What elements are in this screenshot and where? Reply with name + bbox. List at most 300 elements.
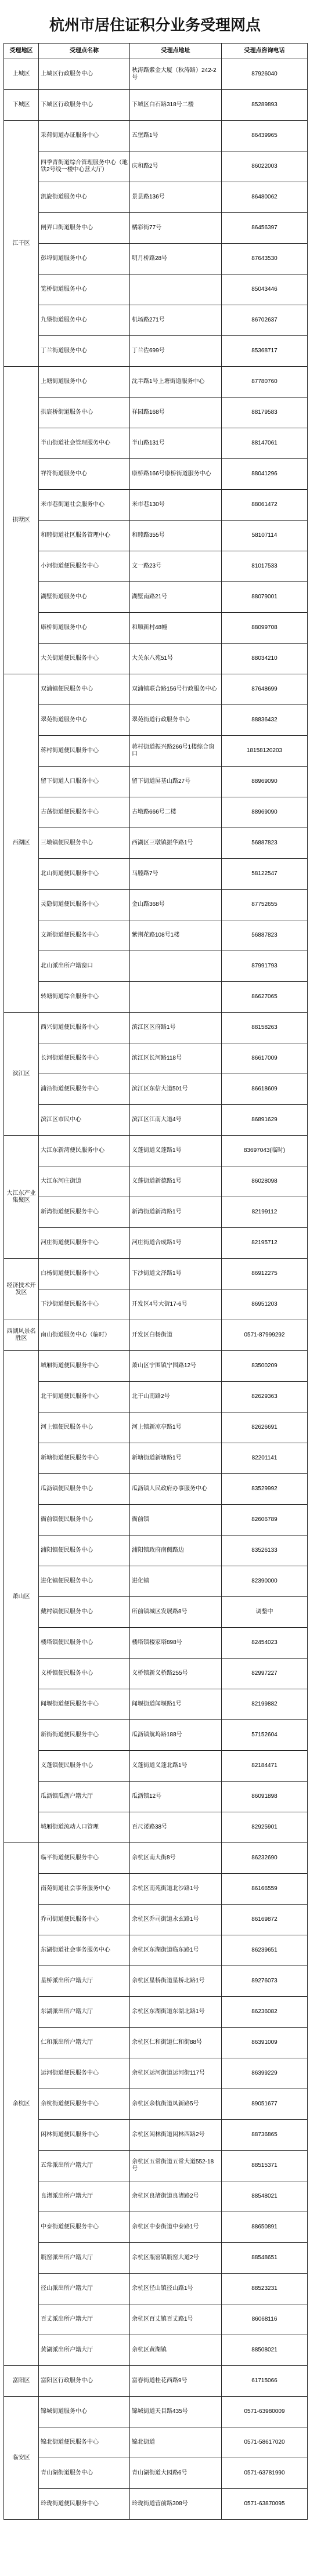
- office-address-cell: 开发区白杨街道: [130, 1320, 222, 1351]
- table-row: [4, 244, 308, 274]
- office-address-cell: 萧山区宁围镇宁围路12号: [130, 1351, 222, 1382]
- office-name-cell: 长河街道便民服务中心: [39, 1043, 130, 1074]
- office-phone-cell: 82454023: [222, 1628, 308, 1659]
- region-cell: 拱墅区: [4, 367, 39, 674]
- region-cell: 滨江区: [4, 1013, 39, 1136]
- office-phone-cell: 82184471: [222, 1751, 308, 1782]
- office-phone-cell: 88736865: [222, 2120, 308, 2151]
- office-address-cell: 和睦路355号: [130, 521, 222, 551]
- office-phone-cell: 81017533: [222, 551, 308, 582]
- table-row: [4, 274, 308, 305]
- table-row: [4, 2151, 308, 2181]
- table-row: [4, 797, 308, 828]
- table-row: [4, 613, 308, 644]
- office-address-cell: 马塍路7号: [130, 859, 222, 890]
- table-row: [4, 1074, 308, 1105]
- office-phone-cell: 88515371: [222, 2151, 308, 2181]
- office-name-cell: 瓜沥镇便民服务中心: [39, 1474, 130, 1505]
- table-row: [4, 459, 308, 490]
- office-phone-cell: 88548021: [222, 2181, 308, 2212]
- table-row: [4, 2089, 308, 2120]
- office-address-cell: 余杭区仁和街道仁和街88号: [130, 2028, 222, 2058]
- office-name-cell: 戴村镇便民服务中心: [39, 1597, 130, 1628]
- office-phone-cell: 88650891: [222, 2212, 308, 2243]
- office-name-cell: 和睦街道社区服务管理中心: [39, 521, 130, 551]
- office-phone-cell: 82606789: [222, 1505, 308, 1536]
- office-address-cell: 瓜沥镇人民政府办事服务中心: [130, 1474, 222, 1505]
- table-row: [4, 305, 308, 336]
- region-cell: 富阳区: [4, 2366, 39, 2397]
- office-address-cell: 留下街道屏基山路27号: [130, 767, 222, 797]
- table-row: [4, 1812, 308, 1843]
- table-row: [4, 551, 308, 582]
- office-phone-cell: 82199112: [222, 1197, 308, 1228]
- table-row: [4, 1566, 308, 1597]
- office-phone-cell: 88041296: [222, 459, 308, 490]
- office-name-cell: 西兴街道便民服务中心: [39, 1013, 130, 1043]
- office-phone-cell: 83500209: [222, 1351, 308, 1382]
- office-name-cell: 新塘街道便民服务中心: [39, 1443, 130, 1474]
- office-address-cell: 橘彩街77号: [130, 213, 222, 244]
- office-name-cell: 文新街道便民服务中心: [39, 920, 130, 951]
- office-phone-cell: 86239651: [222, 1935, 308, 1966]
- office-phone-cell: 83697043(临时): [222, 1136, 308, 1166]
- office-name-cell: 中泰街道便民服务中心: [39, 2212, 130, 2243]
- office-address-cell: 古墩路666号二楼: [130, 797, 222, 828]
- office-address-cell: 余杭区闲林街道闲林西路2号: [130, 2120, 222, 2151]
- office-address-cell: 开发区4号大街17-6号: [130, 1289, 222, 1320]
- table-row: [4, 644, 308, 674]
- office-phone-cell: 88079001: [222, 582, 308, 613]
- table-row: [4, 2458, 308, 2489]
- office-name-cell: 玲珑街道便民服务中心: [39, 2489, 130, 2520]
- office-phone-cell: 56887823: [222, 920, 308, 951]
- office-phone-cell: 86028098: [222, 1166, 308, 1197]
- office-name-cell: 进化镇便民服务中心: [39, 1566, 130, 1597]
- office-address-cell: 大关东八苑51号: [130, 644, 222, 674]
- office-address-cell: 滨江区区府路1号: [130, 1013, 222, 1043]
- table-row: [4, 1997, 308, 2028]
- table-header-row: [4, 44, 308, 59]
- office-address-cell: 余杭区东湖街道临东路1号: [130, 1935, 222, 1966]
- office-address-cell: 瓜沥镇航坞路188号: [130, 1720, 222, 1751]
- office-phone-cell: 82925901: [222, 1812, 308, 1843]
- table-row: [4, 1043, 308, 1074]
- office-name-cell: 彭埠街道服务中心: [39, 244, 130, 274]
- office-name-cell: 百丈派出所户籍大厅: [39, 2304, 130, 2335]
- office-name-cell: 乔司街道便民服务中心: [39, 1905, 130, 1935]
- office-address-cell: 五堡路1号: [130, 121, 222, 151]
- office-address-cell: 河庄街道合成路1号: [130, 1228, 222, 1259]
- office-phone-cell: 89051677: [222, 2089, 308, 2120]
- office-phone-cell: 88147061: [222, 428, 308, 459]
- table-body: [4, 59, 308, 2520]
- office-name-cell: 河庄街道便民服务中心: [39, 1228, 130, 1259]
- office-phone-cell: 88548651: [222, 2243, 308, 2274]
- office-phone-cell: 82390000: [222, 1566, 308, 1597]
- table-row: [4, 674, 308, 705]
- office-phone-cell: 56887823: [222, 828, 308, 859]
- table-row: [4, 736, 308, 767]
- office-name-cell: 东湖派出所户籍大厅: [39, 1997, 130, 2028]
- office-phone-cell: 88969090: [222, 797, 308, 828]
- office-phone-cell: 87643530: [222, 244, 308, 274]
- office-phone-cell: 82195712: [222, 1228, 308, 1259]
- office-phone-cell: 86232690: [222, 1843, 308, 1874]
- table-row: [4, 2243, 308, 2274]
- office-phone-cell: 0571-63781990: [222, 2458, 308, 2489]
- region-cell: 西湖区: [4, 674, 39, 1013]
- region-cell: 萧山区: [4, 1351, 39, 1843]
- office-name-cell: 闸弄口街道服务中心: [39, 213, 130, 244]
- table-row: [4, 1351, 308, 1382]
- table-row: [4, 428, 308, 459]
- office-address-cell: [130, 274, 222, 305]
- office-name-cell: 笕桥街道服务中心: [39, 274, 130, 305]
- office-name-cell: 运河街道便民服务中心: [39, 2058, 130, 2089]
- office-address-cell: 滨江区江南大道4号: [130, 1105, 222, 1136]
- office-phone-cell: 82997227: [222, 1659, 308, 1689]
- office-name-cell: 大江东新湾便民服务中心: [39, 1136, 130, 1166]
- table-row: [4, 705, 308, 736]
- office-name-cell: 蒋村街道便民服务中心: [39, 736, 130, 767]
- office-address-cell: 百尺溇路38号: [130, 1812, 222, 1843]
- table-row: [4, 1935, 308, 1966]
- office-phone-cell: 88969090: [222, 767, 308, 797]
- region-cell: 上城区: [4, 59, 39, 90]
- table-row: [4, 920, 308, 951]
- office-phone-cell: 85289893: [222, 90, 308, 121]
- table-row: [4, 1905, 308, 1935]
- table-row: [4, 1320, 308, 1351]
- office-address-cell: 余杭区星桥街道星桥北路1号: [130, 1966, 222, 1997]
- table-row: [4, 2028, 308, 2058]
- table-row: [4, 1751, 308, 1782]
- office-phone-cell: 86456397: [222, 213, 308, 244]
- office-phone-cell: 85368717: [222, 336, 308, 367]
- table-row: [4, 121, 308, 151]
- office-address-cell: 玲珑街道营前路308号: [130, 2489, 222, 2520]
- table-row: [4, 182, 308, 213]
- office-phone-cell: 88158263: [222, 1013, 308, 1043]
- office-name-cell: 良渚派出所户籍大厅: [39, 2181, 130, 2212]
- office-address-cell: 下城区白石路318号二楼: [130, 90, 222, 121]
- office-name-cell: 南苑街道社会事务服务中心: [39, 1874, 130, 1905]
- office-address-cell: 瓜沥镇12号: [130, 1782, 222, 1812]
- office-phone-cell: 86068116: [222, 2304, 308, 2335]
- office-address-cell: 蒋村街道振兴路266号1楼综合窗口: [130, 736, 222, 767]
- office-address-cell: 青山湖街道大园路6号: [130, 2458, 222, 2489]
- table-row: [4, 2335, 308, 2366]
- office-address-cell: 半山路131号: [130, 428, 222, 459]
- office-address-cell: 余杭区南大街8号: [130, 1843, 222, 1874]
- office-name-cell: 翠苑街道服务中心: [39, 705, 130, 736]
- office-address-cell: 丁兰佐699号: [130, 336, 222, 367]
- table-row: [4, 1689, 308, 1720]
- office-phone-cell: 58107114: [222, 521, 308, 551]
- office-phone-cell: 88523231: [222, 2274, 308, 2304]
- office-address-cell: 楼塔镇楼家塔898号: [130, 1628, 222, 1659]
- office-address-cell: 河上镇新凉亭路1号: [130, 1412, 222, 1443]
- office-address-cell: 和顺新村48幢: [130, 613, 222, 644]
- table-row: [4, 2212, 308, 2243]
- office-phone-cell: 86480062: [222, 182, 308, 213]
- office-address-cell: 翠苑街道行政服务中心: [130, 705, 222, 736]
- office-phone-cell: 88836432: [222, 705, 308, 736]
- office-name-cell: 北山街道便民服务中心: [39, 859, 130, 890]
- office-address-cell: 余杭区运河街道运河街117号: [130, 2058, 222, 2089]
- office-name-cell: 采荷街道办证服务中心: [39, 121, 130, 151]
- office-address-cell: 余杭区百丈镇百丈路1号: [130, 2304, 222, 2335]
- table-row: [4, 398, 308, 428]
- office-phone-cell: 87752655: [222, 890, 308, 920]
- office-address-cell: 余杭区乔司街道永玄路1号: [130, 1905, 222, 1935]
- office-name-cell: 小河街道便民服务中心: [39, 551, 130, 582]
- service-points-table: [3, 43, 308, 2520]
- office-address-cell: 金山路368号: [130, 890, 222, 920]
- office-name-cell: 半山街道社会管理服务中心: [39, 428, 130, 459]
- office-address-cell: 富春街道桂花西路9号: [130, 2366, 222, 2397]
- office-name-cell: 下城区行政服务中心: [39, 90, 130, 121]
- office-name-cell: 白杨街道便民服务中心: [39, 1259, 130, 1289]
- table-row: [4, 1197, 308, 1228]
- office-name-cell: 转塘街道综合服务中心: [39, 982, 130, 1013]
- office-address-cell: 衙前镇: [130, 1505, 222, 1536]
- office-address-cell: 新塘街道新塘路1号: [130, 1443, 222, 1474]
- office-name-cell: 新湾街道便民服务中心: [39, 1197, 130, 1228]
- office-name-cell: 黄湖派出所户籍大厅: [39, 2335, 130, 2366]
- office-name-cell: 拱宸桥街道服务中心: [39, 398, 130, 428]
- table-row: [4, 828, 308, 859]
- region-cell: 下城区: [4, 90, 39, 121]
- office-name-cell: 湖墅街道服务中心: [39, 582, 130, 613]
- office-name-cell: 古荡街道便民服务中心: [39, 797, 130, 828]
- office-name-cell: 瓜沥镇瓜沥户籍大厅: [39, 1782, 130, 1812]
- office-phone-cell: 88034210: [222, 644, 308, 674]
- office-address-cell: 余杭区瓶窑镇瓶窑大道2号: [130, 2243, 222, 2274]
- office-name-cell: 双浦镇便民服务中心: [39, 674, 130, 705]
- office-name-cell: 留下街道人口服务中心: [39, 767, 130, 797]
- office-name-cell: 祥符街道服务中心: [39, 459, 130, 490]
- office-name-cell: 南山街道服务中心（临时）: [39, 1320, 130, 1351]
- office-phone-cell: 0571-63870095: [222, 2489, 308, 2520]
- office-address-cell: 北干山南路2号: [130, 1382, 222, 1412]
- office-phone-cell: 83526133: [222, 1536, 308, 1566]
- office-address-cell: 进化镇: [130, 1566, 222, 1597]
- header-phone: 受理点咨询电话: [222, 44, 308, 59]
- office-name-cell: 楼塔镇便民服务中心: [39, 1628, 130, 1659]
- office-name-cell: 三墩镇便民服务中心: [39, 828, 130, 859]
- region-cell: 江干区: [4, 121, 39, 367]
- office-phone-cell: 87648699: [222, 674, 308, 705]
- office-phone-cell: 88099708: [222, 613, 308, 644]
- office-address-cell: 余杭区南苑街道北沙路1号: [130, 1874, 222, 1905]
- office-name-cell: 仁和派出所户籍大厅: [39, 2028, 130, 2058]
- office-address-cell: 锦北街道: [130, 2427, 222, 2458]
- table-row: [4, 951, 308, 982]
- office-phone-cell: 86618609: [222, 1074, 308, 1105]
- office-name-cell: 上城区行政服务中心: [39, 59, 130, 90]
- office-phone-cell: 86439965: [222, 121, 308, 151]
- office-name-cell: 下沙街道便民服务中心: [39, 1289, 130, 1320]
- table-row: [4, 767, 308, 797]
- table-row: [4, 1505, 308, 1536]
- office-name-cell: 城厢街道流动人口管理: [39, 1812, 130, 1843]
- office-address-cell: 余杭区五常街道五常大道552-18号: [130, 2151, 222, 2181]
- office-phone-cell: 86022003: [222, 151, 308, 182]
- table-row: [4, 2181, 308, 2212]
- office-phone-cell: 82201141: [222, 1443, 308, 1474]
- office-phone-cell: 18158120203: [222, 736, 308, 767]
- office-name-cell: 浦沿街道便民服务中心: [39, 1074, 130, 1105]
- office-phone-cell: 86399229: [222, 2058, 308, 2089]
- office-address-cell: 余杭区余杭街道凤新路5号: [130, 2089, 222, 2120]
- office-phone-cell: 85043446: [222, 274, 308, 305]
- office-name-cell: 浦阳镇便民服务中心: [39, 1536, 130, 1566]
- office-address-cell: 余杭区中泰街道中泰路1号: [130, 2212, 222, 2243]
- office-phone-cell: 88508021: [222, 2335, 308, 2366]
- table-row: [4, 336, 308, 367]
- office-name-cell: 康桥街道服务中心: [39, 613, 130, 644]
- office-phone-cell: 57152604: [222, 1720, 308, 1751]
- office-address-cell: 锦城街道天目路435号: [130, 2397, 222, 2427]
- office-phone-cell: 调整中: [222, 1597, 308, 1628]
- office-phone-cell: 82629363: [222, 1382, 308, 1412]
- table-row: [4, 2397, 308, 2427]
- region-cell: 经济技术开发区: [4, 1259, 39, 1320]
- office-address-cell: 景昙路136号: [130, 182, 222, 213]
- office-phone-cell: 86169872: [222, 1905, 308, 1935]
- office-address-cell: 下沙街道文泽路1号: [130, 1259, 222, 1289]
- office-name-cell: 米市巷街道社会服务中心: [39, 490, 130, 521]
- office-name-cell: 新街街道便民服务中心: [39, 1720, 130, 1751]
- page-title: 杭州市居住证积分业务受理网点: [49, 16, 261, 34]
- table-row: [4, 1166, 308, 1197]
- office-address-cell: 湖墅南路21号: [130, 582, 222, 613]
- office-name-cell: 北干街道便民服务中心: [39, 1382, 130, 1412]
- table-row: [4, 2058, 308, 2089]
- office-address-cell: 余杭区径山镇径山路1号: [130, 2274, 222, 2304]
- table-row: [4, 1228, 308, 1259]
- table-row: [4, 151, 308, 182]
- office-name-cell: 城厢街道便民服务中心: [39, 1351, 130, 1382]
- table-row: [4, 1536, 308, 1566]
- header-region: 受理地区: [4, 44, 39, 59]
- table-row: [4, 367, 308, 398]
- office-phone-cell: 58122547: [222, 859, 308, 890]
- table-row: [4, 2427, 308, 2458]
- office-phone-cell: 86391009: [222, 2028, 308, 2058]
- office-name-cell: 北山派出所户籍窗口: [39, 951, 130, 982]
- office-address-cell: 义蓬街道义蓬路1号: [130, 1136, 222, 1166]
- region-cell: 余杭区: [4, 1843, 39, 2366]
- table-row: [4, 59, 308, 90]
- office-name-cell: 滨江区市民中心: [39, 1105, 130, 1136]
- office-phone-cell: 61715066: [222, 2366, 308, 2397]
- table-row: [4, 1628, 308, 1659]
- office-name-cell: 五常派出所户籍大厅: [39, 2151, 130, 2181]
- office-name-cell: 瓶窑派出所户籍大厅: [39, 2243, 130, 2274]
- office-address-cell: 义蓬街道义蓬北路1号: [130, 1751, 222, 1782]
- office-address-cell: 康桥路166号康桥街道服务中心: [130, 459, 222, 490]
- office-name-cell: 富阳区行政服务中心: [39, 2366, 130, 2397]
- office-address-cell: 文一路23号: [130, 551, 222, 582]
- table-row: [4, 2274, 308, 2304]
- office-name-cell: 河上镇便民服务中心: [39, 1412, 130, 1443]
- office-phone-cell: 82199882: [222, 1689, 308, 1720]
- office-phone-cell: 86091898: [222, 1782, 308, 1812]
- office-phone-cell: 88179583: [222, 398, 308, 428]
- office-name-cell: 义蓬镇便民服务中心: [39, 1751, 130, 1782]
- office-address-cell: 沈半路1号上塘街道服务中心: [130, 367, 222, 398]
- office-phone-cell: 87991793: [222, 951, 308, 982]
- office-phone-cell: 86912275: [222, 1259, 308, 1289]
- table-row: [4, 2489, 308, 2520]
- office-name-cell: 大关街道便民服务中心: [39, 644, 130, 674]
- table-row: [4, 2120, 308, 2151]
- table-row: [4, 1843, 308, 1874]
- table-row: [4, 1013, 308, 1043]
- region-cell: 西湖风景名胜区: [4, 1320, 39, 1351]
- office-address-cell: 庆和路2号: [130, 151, 222, 182]
- office-phone-cell: 86617009: [222, 1043, 308, 1074]
- office-phone-cell: 86627065: [222, 982, 308, 1013]
- office-address-cell: 所前镇城区发展路8号: [130, 1597, 222, 1628]
- office-name-cell: 灵隐街道便民服务中心: [39, 890, 130, 920]
- office-name-cell: 义桥镇便民服务中心: [39, 1659, 130, 1689]
- office-phone-cell: 86891629: [222, 1105, 308, 1136]
- office-name-cell: 大江东河庄街道: [39, 1166, 130, 1197]
- table-row: [4, 1782, 308, 1812]
- table-row: [4, 1382, 308, 1412]
- office-phone-cell: 0571-58617020: [222, 2427, 308, 2458]
- table-row: [4, 490, 308, 521]
- office-phone-cell: 82626691: [222, 1412, 308, 1443]
- table-row: [4, 90, 308, 121]
- table-row: [4, 1136, 308, 1166]
- table-row: [4, 213, 308, 244]
- office-name-cell: 四季青街道综合管理服务中心（地铁2号线一楼中心营大厅）: [39, 151, 130, 182]
- office-phone-cell: 0571-87999292: [222, 1320, 308, 1351]
- office-phone-cell: 0571-63980009: [222, 2397, 308, 2427]
- office-name-cell: 九堡街道服务中心: [39, 305, 130, 336]
- office-address-cell: 秋涛路紫金大厦（秋涛路）242-2号: [130, 59, 222, 90]
- office-name-cell: 上塘街道服务中心: [39, 367, 130, 398]
- table-row: [4, 1874, 308, 1905]
- office-address-cell: [130, 982, 222, 1013]
- office-address-cell: 西湖区三墩镇振华路1号: [130, 828, 222, 859]
- office-address-cell: 闻堰街道闻堰路1号: [130, 1689, 222, 1720]
- table-row: [4, 1474, 308, 1505]
- office-name-cell: 凯旋街道服务中心: [39, 182, 130, 213]
- table-row: [4, 1659, 308, 1689]
- header-name: 受理点名称: [39, 44, 130, 59]
- table-row: [4, 521, 308, 551]
- office-address-cell: [130, 951, 222, 982]
- table-row: [4, 1720, 308, 1751]
- office-address-cell: 双浦镇联合路156号行政服务中心: [130, 674, 222, 705]
- office-address-cell: 机场路271号: [130, 305, 222, 336]
- office-name-cell: 闲林街道便民服务中心: [39, 2120, 130, 2151]
- table-row: [4, 1443, 308, 1474]
- office-name-cell: 锦北街道便民服务中心: [39, 2427, 130, 2458]
- office-phone-cell: 87780760: [222, 367, 308, 398]
- office-address-cell: 浦阳镇政府南侧路边: [130, 1536, 222, 1566]
- office-phone-cell: 86702637: [222, 305, 308, 336]
- table-row: [4, 2304, 308, 2335]
- table-row: [4, 1105, 308, 1136]
- office-name-cell: 东湖街道社会事务服务中心: [39, 1935, 130, 1966]
